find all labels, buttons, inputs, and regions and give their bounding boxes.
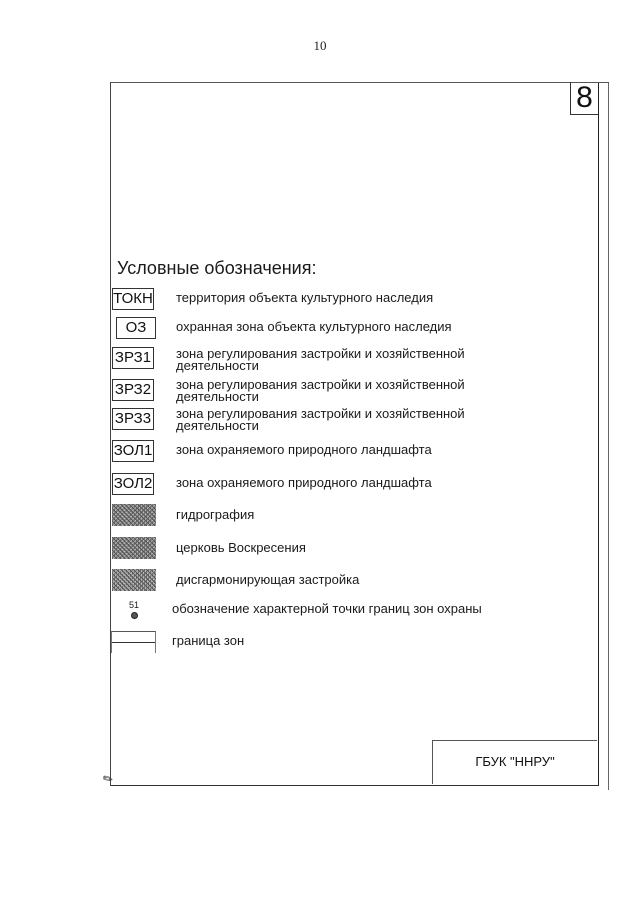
legend-symbol: ЗРЗ2 [112,379,154,401]
title-block-organization: ГБУК "ННРУ" [432,740,597,784]
legend-item-hydrography [112,502,156,528]
legend-item-zrz3 [112,406,154,432]
legend-item-zol1 [112,438,154,464]
legend-label: граница зон [172,633,245,648]
legend-symbol: ОЗ [116,317,156,339]
legend-item-disharmonious [112,567,156,593]
legend-item-church [112,535,156,561]
legend-label: зона регулирования застройки и хозяйственной деятельности [176,406,465,433]
church-hatch-icon [112,537,156,559]
legend-label: зона охраняемого природного ландшафта [176,475,432,490]
legend-item-zrz2 [112,377,154,403]
legend-label: территория объекта культурного наследия [176,290,434,305]
legend-symbol: ЗРЗ1 [112,347,154,369]
drawing-frame [110,82,599,786]
legend-item-point [120,600,148,619]
point-marker-icon [131,612,138,619]
page-number: 10 [313,38,327,53]
legend-symbol: ТОКН [112,288,154,310]
legend-label: гидрография [176,507,255,522]
legend-symbol: ЗОЛ1 [112,440,154,462]
boundary-line-icon [111,631,156,653]
frame-outer-top-line [597,82,609,83]
point-number: 51 [128,600,139,610]
legend-label: зона регулирования застройки и хозяйственной деятельности [176,346,465,373]
legend-symbol: ЗОЛ2 [112,473,154,495]
legend-label: обозначение характерной точки границ зон охраны [172,601,482,616]
legend-label: зона регулирования застройки и хозяйственной деятельности [176,377,465,404]
legend-label: церковь Воскресения [176,540,306,555]
hydrography-hatch-icon [112,504,156,526]
legend-item-tokn [112,286,154,312]
legend-label: дисгармонирующая застройка [176,572,360,587]
legend-label: охранная зона объекта культурного наследия [176,319,452,334]
sheet-number: 8 [570,82,598,115]
legend-symbol: ЗРЗ3 [112,408,154,430]
legend-title: Условные обозначения: [117,258,317,278]
legend-item-zrz1 [112,345,154,371]
legend-item-oz [116,315,156,341]
legend-item-zol2 [112,471,154,497]
stamp-icon: ✎ [100,770,116,788]
frame-outer-right-line [608,82,609,790]
legend-label: зона охраняемого природного ландшафта [176,442,432,457]
disharmonious-hatch-icon [112,569,156,591]
